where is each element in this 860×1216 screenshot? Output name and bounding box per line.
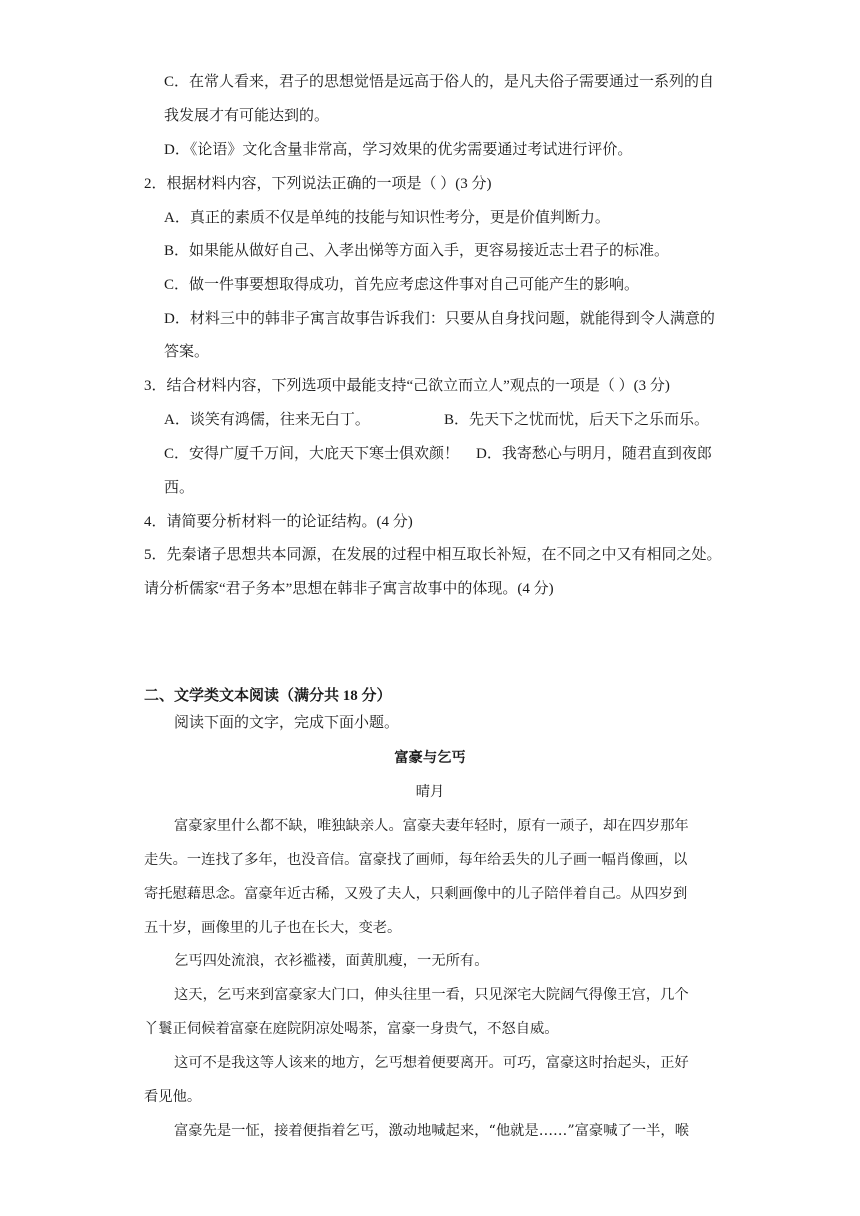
q1-option-c-line2: 我发展才有可能达到的。 [164, 108, 330, 124]
q3-option-a: A．谈笑有鸿儒，往来无白丁。 [164, 412, 370, 428]
story-title: 富豪与乞丐 [394, 750, 466, 766]
q1-option-d: D．《论语》文化含量非常高，学习效果的优劣需要通过考试进行评价。 [164, 142, 633, 158]
q2-option-c: C．做一件事要想取得成功，首先应考虑这件事对自己可能产生的影响。 [164, 277, 640, 293]
q4-stem: 4．请简要分析材料一的论证结构。(4 分) [144, 514, 413, 530]
q2-stem: 2．根据材料内容，下列说法正确的一项是（ ）(3 分) [144, 176, 492, 192]
section-heading: 二、文学类文本阅读（满分共 18 分） [144, 688, 392, 704]
story-author: 晴月 [415, 784, 445, 800]
q2-option-d-line1: D．材料三中的韩非子寓言故事告诉我们：只要从自身找问题，就能得到令人满意的 [164, 311, 715, 327]
section-instruction: 阅读下面的文字，完成下面小题。 [174, 715, 400, 731]
q3-option-d-line1: D．我寄愁心与明月，随君直到夜郎 [476, 446, 712, 462]
q1-option-c-line1: C．在常人看来，君子的思想觉悟是远高于俗人的，是凡夫俗子需要通过一系列的自 [164, 74, 715, 90]
q2-option-b: B．如果能从做好自己、入孝出悌等方面入手，更容易接近志士君子的标准。 [164, 243, 670, 259]
q3-option-b: B．先天下之忧而忧，后天下之乐而乐。 [444, 412, 710, 428]
story-paragraph-3-line1: 这天，乞丐来到富豪家大门口，伸头往里一看，只见深宅大院阔气得像王宫，几个 [174, 987, 689, 1003]
story-paragraph-4-line2: 看见他。 [144, 1089, 202, 1105]
q3-option-c: C．安得广厦千万间，大庇天下寒士俱欢颜！ [164, 446, 460, 462]
q5-stem-line2: 请分析儒家“君子务本”思想在韩非子寓言故事中的体现。(4 分) [144, 581, 554, 597]
story-paragraph-3-line2: 丫鬟正伺候着富豪在庭院阴凉处喝茶，富豪一身贵气，不怒自威。 [144, 1021, 559, 1037]
story-paragraph-2-line1: 乞丐四处流浪，衣衫褴褛，面黄肌瘦，一无所有。 [174, 953, 489, 969]
story-paragraph-4-line1: 这可不是我这等人该来的地方，乞丐想着便要离开。可巧，富豪这时抬起头，正好 [174, 1055, 689, 1071]
story-paragraph-5-line1: 富豪先是一怔，接着便指着乞丐，激动地喊起来，“他就是……”富豪喊了一半，喉 [174, 1123, 690, 1139]
q2-option-a: A．真正的素质不仅是单纯的技能与知识性考分，更是价值判断力。 [164, 210, 610, 226]
story-paragraph-1-line4: 五十岁，画像里的儿子也在长大，变老。 [144, 920, 402, 936]
story-paragraph-1-line2: 走失。一连找了多年，也没音信。富豪找了画师，每年给丢失的儿子画一幅肖像画，以 [144, 852, 688, 868]
story-paragraph-1-line3: 寄托慰藉思念。富豪年近古稀，又殁了夫人，只剩画像中的儿子陪伴着自己。从四岁到 [144, 886, 688, 902]
q5-stem-line1: 5．先秦诸子思想共本同源，在发展的过程中相互取长补短，在不同之中又有相同之处。 [144, 547, 722, 563]
q3-stem: 3．结合材料内容，下列选项中最能支持“己欲立而立人”观点的一项是（ ）(3 分) [144, 378, 670, 394]
q3-option-d-line2: 西。 [164, 480, 195, 496]
story-paragraph-1-line1: 富豪家里什么都不缺，唯独缺亲人。富豪夫妻年轻时，原有一顽子，却在四岁那年 [174, 818, 689, 834]
q2-option-d-line2: 答案。 [164, 344, 210, 360]
